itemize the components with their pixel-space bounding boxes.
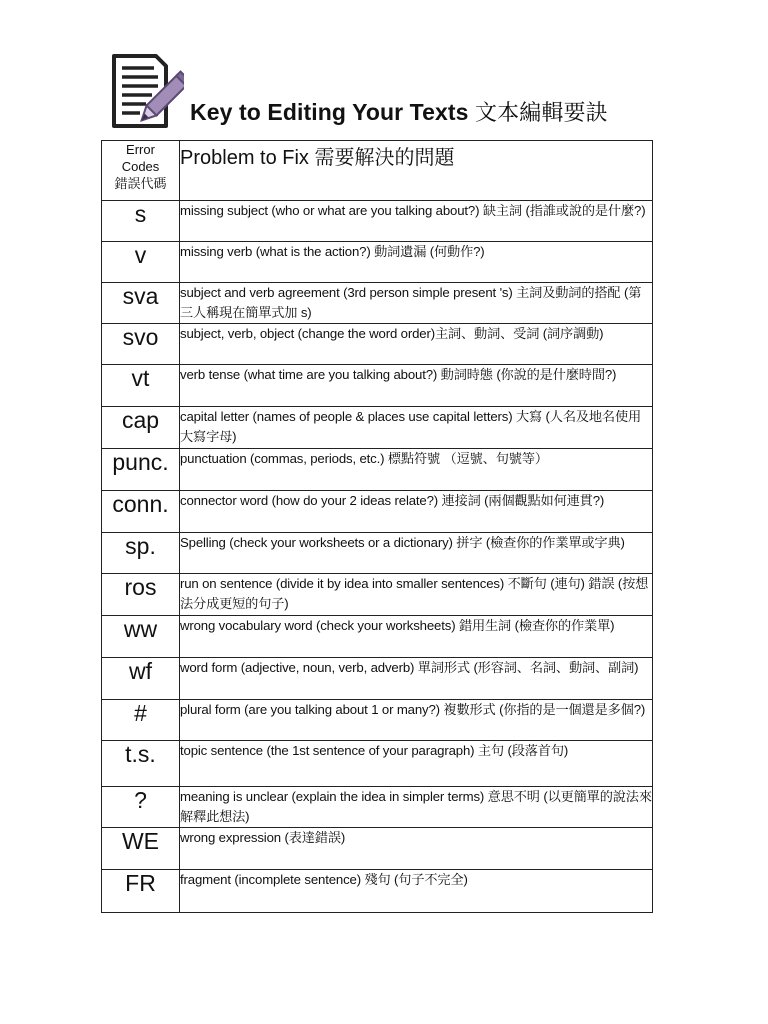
table-row bbox=[102, 533, 653, 574]
table-row bbox=[102, 700, 653, 741]
error-code: v bbox=[102, 242, 180, 283]
problem-column-header: Problem to Fix 需要解決的問題 bbox=[180, 141, 653, 201]
code-header-line: Codes bbox=[121, 159, 160, 174]
error-code: cap bbox=[102, 407, 180, 449]
page-header bbox=[108, 52, 668, 132]
table-row bbox=[102, 574, 653, 616]
error-code: sp. bbox=[102, 533, 180, 574]
document-edit-icon bbox=[108, 52, 184, 130]
problem-description: verb tense (what time are you talking about?) 動詞時態 (你說的是什麼時間?) bbox=[180, 365, 653, 407]
problem-description: missing subject (who or what are you talking about?) 缺主詞 (指誰或說的是什麼?) bbox=[180, 201, 653, 242]
page-title bbox=[190, 96, 608, 127]
problem-description: connector word (how do your 2 ideas relate?) 連接詞 (兩個觀點如何連貫?) bbox=[180, 491, 653, 533]
code-header-line: Error bbox=[126, 142, 155, 157]
table-header-row bbox=[102, 141, 653, 201]
error-code: s bbox=[102, 201, 180, 242]
problem-description: capital letter (names of people & places use capital letters) 大寫 (人名及地名使用大寫字母) bbox=[180, 407, 653, 449]
problem-description: run on sentence (divide it by idea into smaller sentences) 不斷句 (連句) 錯誤 (按想法分成更短的句子) bbox=[180, 574, 653, 616]
problem-description: plural form (are you talking about 1 or many?) 複數形式 (你指的是一個還是多個?) bbox=[180, 700, 653, 741]
error-code: ros bbox=[102, 574, 180, 616]
table-row bbox=[102, 201, 653, 242]
table-row bbox=[102, 658, 653, 700]
table-row bbox=[102, 828, 653, 870]
problem-description: wrong vocabulary word (check your worksheets) 錯用生詞 (檢查你的作業單) bbox=[180, 616, 653, 658]
table-row bbox=[102, 449, 653, 491]
table-row bbox=[102, 407, 653, 449]
title-english: Key to Editing Your Texts bbox=[190, 99, 469, 125]
table-row bbox=[102, 283, 653, 324]
error-code: WE bbox=[102, 828, 180, 870]
table-row bbox=[102, 242, 653, 283]
error-code: wf bbox=[102, 658, 180, 700]
error-code-table bbox=[101, 140, 653, 913]
problem-description: fragment (incomplete sentence) 殘句 (句子不完全) bbox=[180, 870, 653, 913]
error-code: ? bbox=[102, 787, 180, 828]
problem-description: topic sentence (the 1st sentence of your paragraph) 主句 (段落首句) bbox=[180, 741, 653, 787]
error-code: conn. bbox=[102, 491, 180, 533]
error-code: sva bbox=[102, 283, 180, 324]
title-chinese: 文本編輯要訣 bbox=[475, 101, 608, 126]
error-code: vt bbox=[102, 365, 180, 407]
problem-description: subject, verb, object (change the word order)主詞、動詞、受詞 (詞序調動) bbox=[180, 324, 653, 365]
error-code: t.s. bbox=[102, 741, 180, 787]
table-row bbox=[102, 787, 653, 828]
error-code: svo bbox=[102, 324, 180, 365]
error-code: punc. bbox=[102, 449, 180, 491]
table-row bbox=[102, 324, 653, 365]
table-row bbox=[102, 870, 653, 913]
table-row bbox=[102, 616, 653, 658]
problem-description: punctuation (commas, periods, etc.) 標點符號 （逗號、句號等） bbox=[180, 449, 653, 491]
table-row bbox=[102, 365, 653, 407]
code-header-line: 錯誤代碼 bbox=[114, 176, 167, 191]
error-code: ww bbox=[102, 616, 180, 658]
problem-description: missing verb (what is the action?) 動詞遺漏 (何動作?) bbox=[180, 242, 653, 283]
code-column-header bbox=[102, 141, 180, 201]
problem-description: meaning is unclear (explain the idea in simpler terms) 意思不明 (以更簡單的說法來解釋此想法) bbox=[180, 787, 653, 828]
problem-description: wrong expression (表達錯誤) bbox=[180, 828, 653, 870]
table-row bbox=[102, 491, 653, 533]
problem-description: Spelling (check your worksheets or a dictionary) 拼字 (檢查你的作業單或字典) bbox=[180, 533, 653, 574]
error-code: FR bbox=[102, 870, 180, 913]
error-code: # bbox=[102, 700, 180, 741]
problem-description: word form (adjective, noun, verb, adverb) 單詞形式 (形容詞、名詞、動詞、副詞) bbox=[180, 658, 653, 700]
problem-description: subject and verb agreement (3rd person simple present 's) 主詞及動詞的搭配 (第三人稱現在簡單式加 s) bbox=[180, 283, 653, 324]
table-row bbox=[102, 741, 653, 787]
